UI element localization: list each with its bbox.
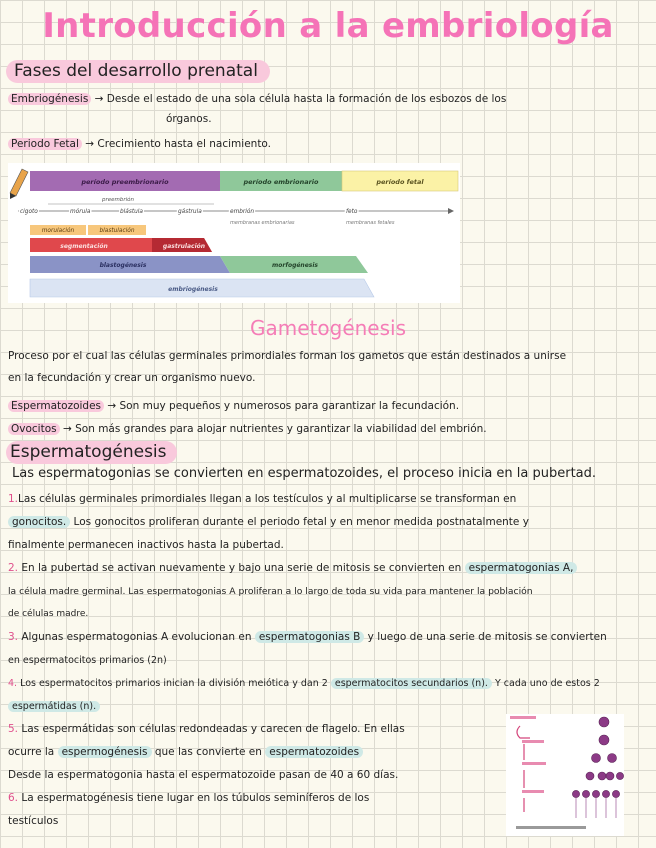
step-text: Los gonocitos proliferan durante el periodo fetal y en menor medida postnatalmente y	[70, 516, 529, 528]
espermatozoides-term: Espermatozoides	[8, 400, 104, 412]
morfogenesis-label: morfogénesis	[272, 262, 318, 269]
phase-label-1: período preembrionario	[81, 178, 169, 186]
stage-cigoto: cigoto	[20, 209, 38, 215]
step-text: Las células germinales primordiales llegan a los testículos y al multiplicarse se transforman en	[18, 493, 517, 505]
espermatogonias-a-highlight: espermatogonias A,	[465, 562, 578, 574]
stage-blastula: blástula	[120, 209, 143, 215]
prenatal-diagram-svg	[8, 163, 460, 303]
step-number: 4.	[8, 678, 18, 689]
step-text: En la pubertad se activan nuevamente y bajo una serie de mitosis se convierten en	[18, 562, 465, 574]
step-5-line-3: Desde la espermatogonia hasta el espermatozoide pasan de 40 a 60 días.	[8, 769, 399, 781]
arrow: →	[94, 93, 104, 105]
pencil-icon	[10, 169, 28, 199]
embriogenesis-text-cont: órganos.	[166, 113, 212, 125]
membranas-fetales-label: membranas fetales	[346, 220, 395, 226]
membranas-embrionarias-label: membranas embrionarias	[230, 220, 295, 226]
ovocitos-definition	[8, 418, 487, 441]
cell	[598, 772, 606, 780]
spermatogenesis-illustration-svg	[506, 714, 624, 836]
espermatozoides-highlight: espermatozoides	[265, 746, 363, 758]
step-text: Las espermátidas son células redondeadas y carecen de flagelo. En ellas	[18, 723, 405, 735]
espermatogenesis-intro: Las espermatogonias se convierten en espermatozoides, el proceso inicia en la pubertad.	[12, 466, 597, 481]
step-number: 1.	[8, 493, 19, 505]
stage-feto: feto	[346, 209, 358, 215]
ovocitos-text: Son más grandes para alojar nutrientes y garantizar la viabilidad del embrión.	[75, 423, 487, 435]
embriogenesis-label: embriogénesis	[168, 286, 218, 293]
cell	[608, 754, 617, 763]
espermatozoides-text: Son muy pequeños y numerosos para garantizar la fecundación.	[119, 400, 460, 412]
periodo-fetal-text: Crecimiento hasta el nacimiento.	[97, 138, 272, 150]
section-heading-gametogenesis: Gametogénesis	[250, 316, 406, 340]
step-1-line-3: finalmente permanecen inactivos hasta la pubertad.	[8, 539, 284, 551]
arrow: →	[62, 423, 72, 435]
cell	[592, 754, 601, 763]
step-text: Los espermatocitos primarios inician la división meiótica y dan 2	[17, 678, 331, 689]
page-title: Introducción a la embriología	[42, 6, 614, 46]
cell	[582, 790, 589, 797]
step-2-line-3: de células madre.	[8, 609, 89, 619]
step-1-line-1	[8, 488, 653, 511]
step-number: 5.	[8, 723, 19, 735]
stage-gastrula: gástrula	[178, 209, 202, 215]
step-text: La espermatogénesis tiene lugar en los túbulos seminíferos de los	[18, 792, 370, 804]
step-text: Y cada uno de estos 2	[491, 678, 600, 689]
cell	[572, 790, 579, 797]
morulacion-label: morulación	[41, 228, 75, 234]
periodo-fetal-definition	[8, 133, 271, 156]
cell	[599, 735, 609, 745]
segmentacion-label: segmentación	[60, 243, 108, 250]
ovocitos-term: Ovocitos	[8, 423, 60, 435]
gametogenesis-intro-line-2: en la fecundación y crear un organismo nuevo.	[8, 372, 256, 384]
espermatogonias-b-highlight: espermatogonias B	[255, 631, 365, 643]
embriogenesis-definition	[8, 88, 648, 131]
espermatocitos-secundarios-highlight: espermatocitos secundarios (n).	[331, 678, 492, 689]
gametogenesis-intro	[8, 345, 653, 390]
gastrulacion-label: gastrulación	[162, 243, 206, 250]
cell	[616, 772, 623, 779]
step-2-line-2: la célula madre germinal. Las espermatogonias A proliferan a lo largo de toda su vida para mantener la población	[8, 586, 533, 597]
preembrion-label: preembrión	[101, 197, 135, 203]
cell	[606, 772, 614, 780]
illustration-labels	[510, 716, 586, 829]
step-3-line-2: en espermatocitos primarios (2n)	[8, 655, 167, 666]
gametogenesis-intro-line-1: Proceso por el cual las células germinales primordiales forman los gametos que están destinados a unirse	[8, 350, 567, 362]
cell	[602, 790, 609, 797]
step-2-line-1	[8, 557, 653, 580]
phase-label-3: período fetal	[376, 178, 424, 186]
cell	[599, 717, 609, 727]
section-heading-espermatogenesis: Espermatogénesis	[6, 441, 177, 464]
prenatal-development-diagram	[8, 163, 460, 303]
step-text: que las convierte en	[151, 746, 266, 758]
step-3-line-1	[8, 626, 653, 649]
embriogenesis-text: Desde el estado de una sola célula hasta la formación de los esbozos de los	[106, 93, 507, 105]
step-number: 3.	[8, 631, 19, 643]
step-number: 2.	[8, 562, 19, 574]
embriogenesis-term: Embriogénesis	[8, 93, 91, 105]
step-text: ocurre la	[8, 746, 58, 758]
section-heading-fases: Fases del desarrollo prenatal	[6, 60, 270, 83]
espermogenesis-highlight: espermogénesis	[58, 746, 152, 758]
blastulacion-label: blastulación	[99, 228, 135, 234]
cell	[592, 790, 599, 797]
step-number: 6.	[8, 792, 19, 804]
phase-label-2: período embrionario	[243, 178, 319, 186]
step-text: y luego de una serie de mitosis se convierten	[364, 631, 607, 643]
step-text: Algunas espermatogonias A evolucionan en	[18, 631, 255, 643]
cell	[586, 772, 594, 780]
spermatogenesis-illustration	[506, 714, 624, 836]
step-4-line-1	[8, 672, 653, 695]
arrow: →	[107, 400, 117, 412]
espermatozoides-definition	[8, 395, 459, 418]
step-1-line-2	[8, 511, 653, 534]
step-6-line-2: testículos	[8, 815, 59, 827]
stage-embrion: embrión	[230, 209, 255, 215]
cell	[612, 790, 619, 797]
arrow: →	[85, 138, 95, 150]
gonocitos-highlight: gonocitos.	[8, 516, 70, 528]
stage-morula: mórula	[70, 209, 91, 215]
espermatidas-highlight: espermátidas (n).	[8, 701, 100, 712]
periodo-fetal-term: Periodo Fetal	[8, 138, 82, 150]
blastogenesis-label: blastogénesis	[99, 262, 147, 269]
